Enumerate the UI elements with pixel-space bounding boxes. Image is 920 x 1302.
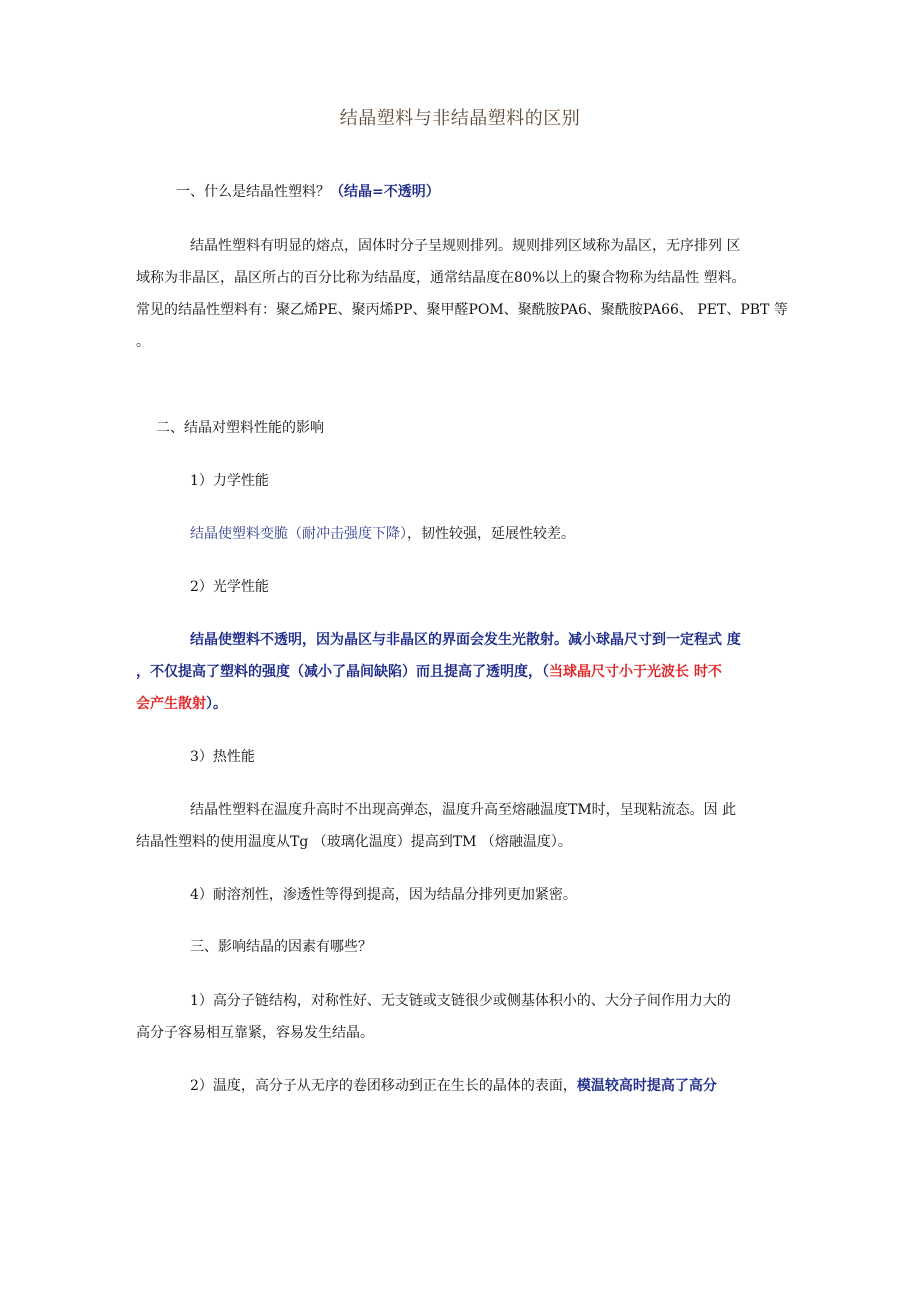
item-2-line-3 xyxy=(136,694,227,714)
item-2-line-3-red: 会产生散射 xyxy=(136,696,206,712)
page-title: 结晶塑料与非结晶塑料的区别 xyxy=(339,108,581,129)
item-2-line-3-blue: ）。 xyxy=(206,696,227,712)
item-2-line-2-red: 当球晶尺寸小于光波长 时不 xyxy=(549,664,722,680)
section-1-paragraph-line-1: 结晶性塑料有明显的熔点，固体时分子呈规则排列。规则排列区域称为晶区，无序排列 区 xyxy=(190,238,741,254)
item-3-heading: 3）热性能 xyxy=(190,749,255,765)
item-2-heading: 2）光学性能 xyxy=(190,579,269,595)
section-1-heading-note: （结晶=不透明） xyxy=(330,184,440,200)
factor-2-text: 2）温度，高分子从无序的卷团移动到正在生长的晶体的表面， xyxy=(190,1078,577,1094)
item-1-rest: ，韧性较强，延展性较差。 xyxy=(407,526,575,542)
section-3-heading: 三、影响结晶的因素有哪些？ xyxy=(190,939,372,955)
item-3-line-1: 结晶性塑料在温度升高时不出现高弹态，温度升高至熔融温度TM时，呈现粘流态。因 此 xyxy=(190,802,737,818)
section-1-heading-line xyxy=(176,182,440,202)
factor-2-line-1 xyxy=(190,1076,717,1096)
factor-2-highlight: 模温较高时提高了高分 xyxy=(576,1078,717,1094)
item-2-line-2-blue: ，不仅提高了塑料的强度（减小了晶间缺陷）而且提高了透明度，（ xyxy=(136,664,549,680)
item-1-text xyxy=(190,524,575,544)
item-1-heading: 1）力学性能 xyxy=(190,473,269,489)
factor-1-line-2: 高分子容易相互靠紧，容易发生结晶。 xyxy=(136,1025,374,1041)
section-1-paragraph-line-2: 域称为非晶区，晶区所占的百分比称为结晶度，通常结晶度在80%以上的聚合物称为结晶性 塑料。 xyxy=(136,270,746,286)
item-3-line-2: 结晶性塑料的使用温度从Tg （玻璃化温度）提高到TM （熔融温度）。 xyxy=(136,834,572,850)
factor-1-line-1: 1）高分子链结构，对称性好、无支链或支链很少或侧基体积小的、大分子间作用力大的 xyxy=(190,993,731,1009)
section-1-heading: 一、什么是结晶性塑料？ xyxy=(176,184,330,200)
item-1-highlight: 结晶使塑料变脆（耐冲击强度下降） xyxy=(190,526,407,542)
section-1-paragraph-line-3: 常见的结晶性塑料有：聚乙烯PE、聚丙烯PP、聚甲醛POM、聚酰胺PA6、聚酰胺PA66、 PET、PBT 等 xyxy=(136,302,788,318)
item-2-line-1: 结晶使塑料不透明，因为晶区与非晶区的界面会发生光散射。减小球晶尺寸到一定程式 度 xyxy=(190,632,741,648)
item-4-text: 4）耐溶剂性，渗透性等得到提高，因为结晶分排列更加紧密。 xyxy=(190,887,577,903)
item-2-line-2 xyxy=(136,662,722,682)
section-1-paragraph-line-4: 。 xyxy=(136,334,150,350)
section-2-heading: 二、结晶对塑料性能的影响 xyxy=(156,420,324,436)
